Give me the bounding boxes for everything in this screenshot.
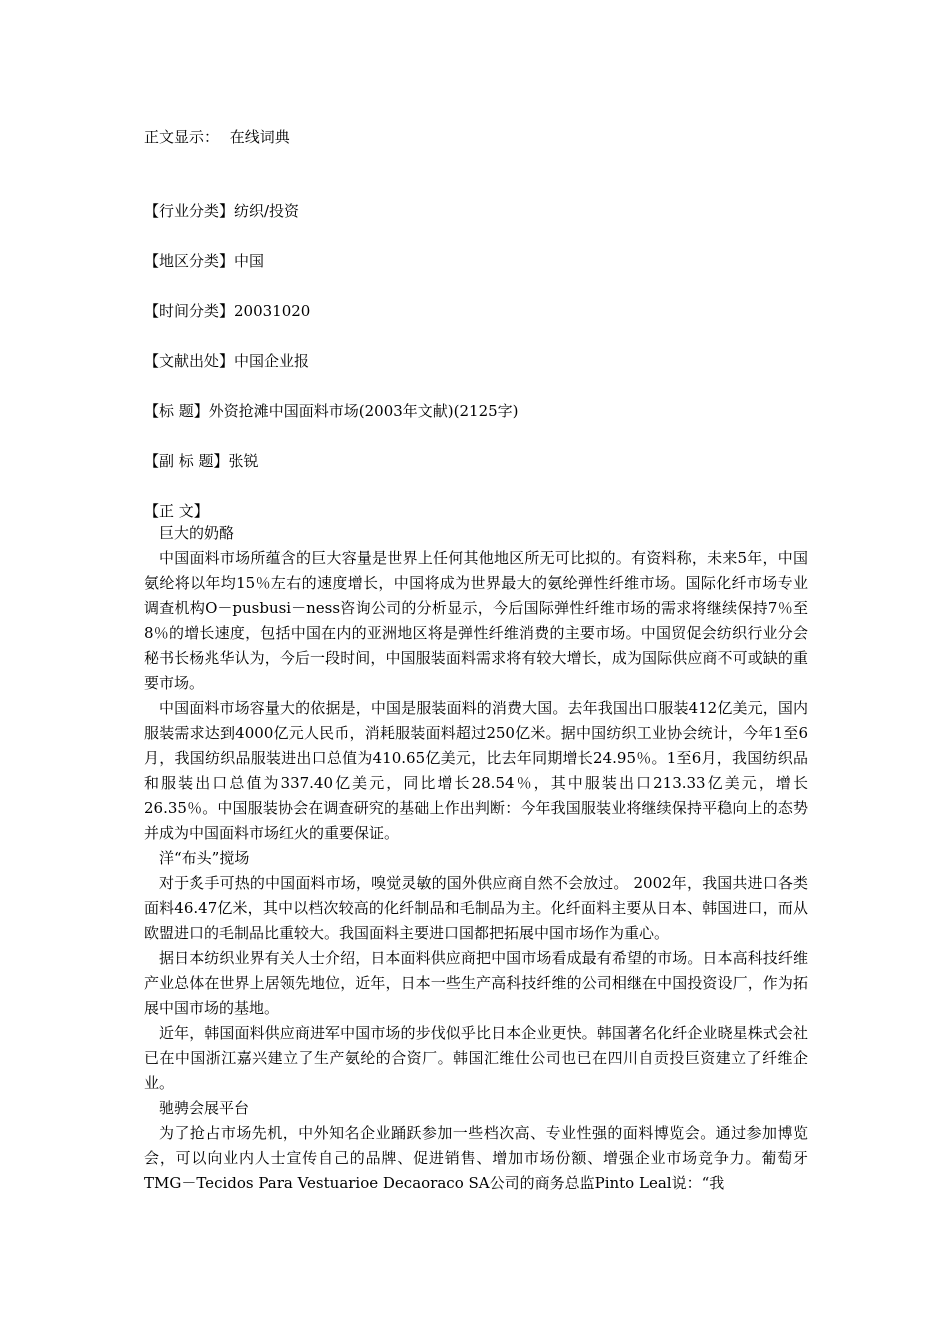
meta-region: 【地区分类】中国 [144, 252, 265, 270]
paragraph: 为了抢占市场先机，中外知名企业踊跃参加一些档次高、专业性强的面料博览会。通过参加博览会，可以向业内人士宣传自己的品牌、促进销售、增加市场份额、增强企业市场竞争力。葡萄牙TMG－Tecidos Para Vestuarioe Decaoraco SA公司的商务总监Pinto Leal说：“我 [144, 1124, 808, 1192]
paragraph: 对于炙手可热的中国面料市场，嗅觉灵敏的国外供应商自然不会放过。 2002年，我国共进口各类面料46.47亿米，其中以档次较高的化纤制品和毛制品为主。化纤面料主要从日本、韩国进口，而从欧盟进口的毛制品比重较大。我国面料主要进口国都把拓展中国市场作为重心。 [144, 874, 808, 942]
section-heading: 驰骋会展平台 [159, 1099, 250, 1117]
section-heading: 巨大的奶酪 [159, 524, 235, 542]
paragraph: 中国面料市场所蕴含的巨大容量是世界上任何其他地区所无可比拟的。有资料称，未来5年，中国氨纶将以年均15％左右的速度增长，中国将成为世界最大的氨纶弹性纤维市场。国际化纤市场专业调查机构O－pusbusi－ness咨询公司的分析显示，今后国际弹性纤维市场的需求将继续保持7％至8％的增长速度，包括中国在内的亚洲地区将是弹性纤维消费的主要市场。中国贸促会纺织行业分会秘书长杨兆华认为，今后一段时间，中国服装面料需求将有较大增长，成为国际供应商不可或缺的重要市场。 [144, 549, 808, 692]
display-label: 正文显示： [144, 128, 220, 146]
paragraph: 据日本纺织业界有关人士介绍，日本面料供应商把中国市场看成最有希望的市场。日本高科技纤维产业总体在世界上居领先地位，近年，日本一些生产高科技纤维的公司相继在中国投资设厂，作为拓展中国市场的基地。 [144, 949, 808, 1017]
online-dictionary-link[interactable]: 在线词典 [229, 128, 290, 146]
paragraph: 近年，韩国面料供应商进军中国市场的步伐似乎比日本企业更快。韩国著名化纤企业晓星株式会社已在中国浙江嘉兴建立了生产氨纶的合资厂。韩国汇维仕公司也已在四川自贡投巨资建立了纤维企业。 [144, 1024, 808, 1092]
paragraph: 中国面料市场容量大的依据是，中国是服装面料的消费大国。去年我国出口服装412亿美元，国内服装需求达到4000亿元人民币，消耗服装面料超过250亿米。据中国纺织工业协会统计，今年1至6月，我国纺织品服装进出口总值为410.65亿美元，比去年同期增长24.95％。1至6月，我国纺织品和服装出口总值为337.40亿美元，同比增长28.54％，其中服装出口213.33亿美元，增长26.35％。中国服装协会在调查研究的基础上作出判断：今年我国服装业将继续保持平稳向上的态势并成为中国面料市场红火的重要保证。 [144, 699, 808, 842]
meta-source: 【文献出处】中国企业报 [144, 352, 310, 370]
article-body [144, 521, 808, 1196]
meta-time: 【时间分类】20031020 [144, 302, 311, 320]
display-line [144, 127, 290, 147]
meta-subtitle: 【副 标 题】张锐 [144, 452, 259, 470]
meta-industry: 【行业分类】纺织/投资 [144, 202, 300, 220]
body-heading: 【正 文】 [144, 502, 209, 520]
section-heading: 洋“布头”搅场 [159, 849, 250, 867]
meta-title: 【标 题】外资抢滩中国面料市场(2003年文献)(2125字) [144, 402, 519, 420]
